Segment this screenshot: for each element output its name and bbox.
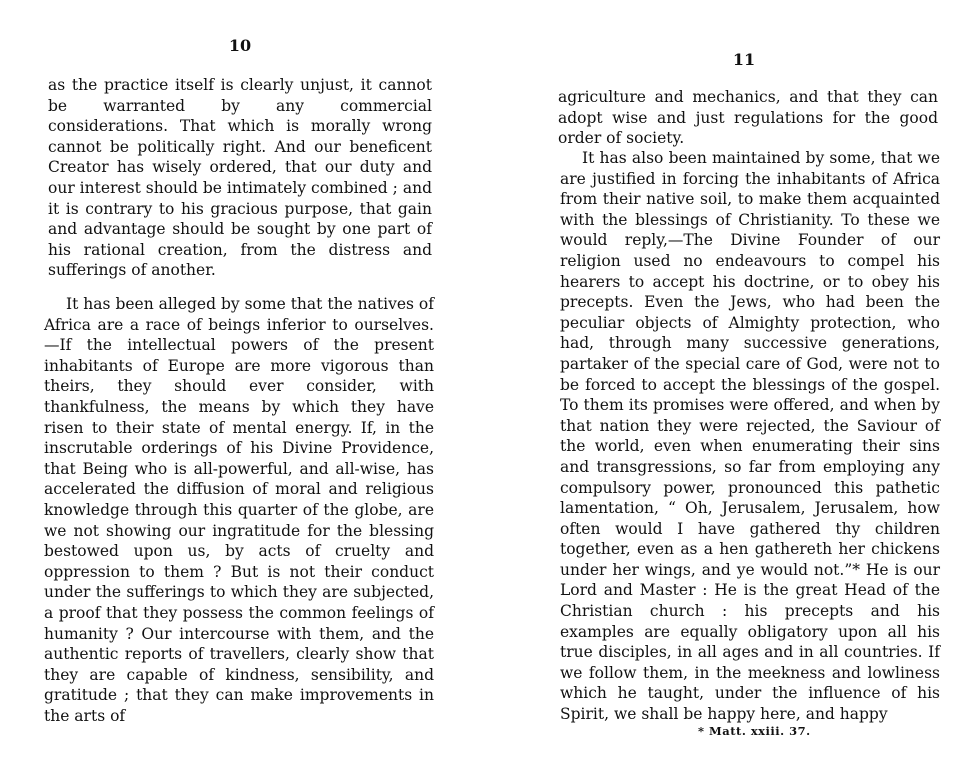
paragraph: [558, 87, 938, 149]
paragraph: [44, 294, 434, 726]
paragraph-text: as the practice itself is clearly unjust, it cannot be warranted by any commercial considerations. That which is morally wrong cannot be politically right. And our beneficent Creator has wisely ordered, that our duty and our interest should be intimately combined ; and it is contrary to his gracious purpose, that gain and advantage should be sought by one part of his rational creation, from the distress and sufferings of another.: [48, 76, 432, 280]
paragraph-text: It has also been maintained by some, that we are justified in forcing the inhabitants of Africa from their native soil, to make them acquainted with the blessings of Christianity. To these we would reply,—The Divine Founder of our religion used no endeavours to compel his hearers to accept his doctrine, or to obey his precepts. Even the Jews, who had been the peculiar objects of Almighty protection, who had, through many successive generations, partaker of the special care of God, were not to be forced to accept the blessings of the gospel. To them its promises were offered, and when by that nation they were rejected, the Saviour of the world, even when enumerating their sins and transgressions, so far from employing any compulsory power, pronounced this pathetic lamentation, “ Oh, Jerusalem, Jerusalem, how often would I have gathered thy children together, even as a hen gathereth her chickens under her wings, and ye would not.”* He is our Lord and Master : He is the great Head of the Christian church : his precepts and his examples are equally obligatory upon all his true disciples, in all ages and in all countries. If we follow them, in the meekness and lowliness which he taught, under the influence of his Spirit, we shall be happy here, and happy: [560, 149, 940, 724]
footnote: * Matt. xxiii. 37.: [698, 724, 811, 738]
page-number: 11: [732, 50, 756, 69]
paragraph: [48, 75, 432, 281]
paragraph-text: agriculture and mechanics, and that they can adopt wise and just regulations for the good order of society.: [558, 88, 938, 148]
paragraph: [560, 148, 940, 725]
paragraph-text: It has been alleged by some that the natives of Africa are a race of beings inferior to ourselves.—If the intellectual powers of the present inhabitants of Europe are more vigorous than theirs, they should ever consider, with thankfulness, the means by which they have risen to their state of mental energy. If, in the inscrutable orderings of his Divine Providence, that Being who is all-powerful, and all-wise, has accelerated the diffusion of moral and religious knowledge through this quarter of the globe, are we not showing our ingratitude for the blessing bestowed upon us, by acts of cruelty and oppression to them ? But is not their conduct under the sufferings to which they are subjected, a proof that they possess the common feelings of humanity ? Our intercourse with them, and the authentic reports of travellers, clearly show that they are capable of kindness, sensibility, and gratitude ; that they can make improvements in the arts of: [44, 295, 434, 725]
page-number: 10: [228, 36, 252, 55]
